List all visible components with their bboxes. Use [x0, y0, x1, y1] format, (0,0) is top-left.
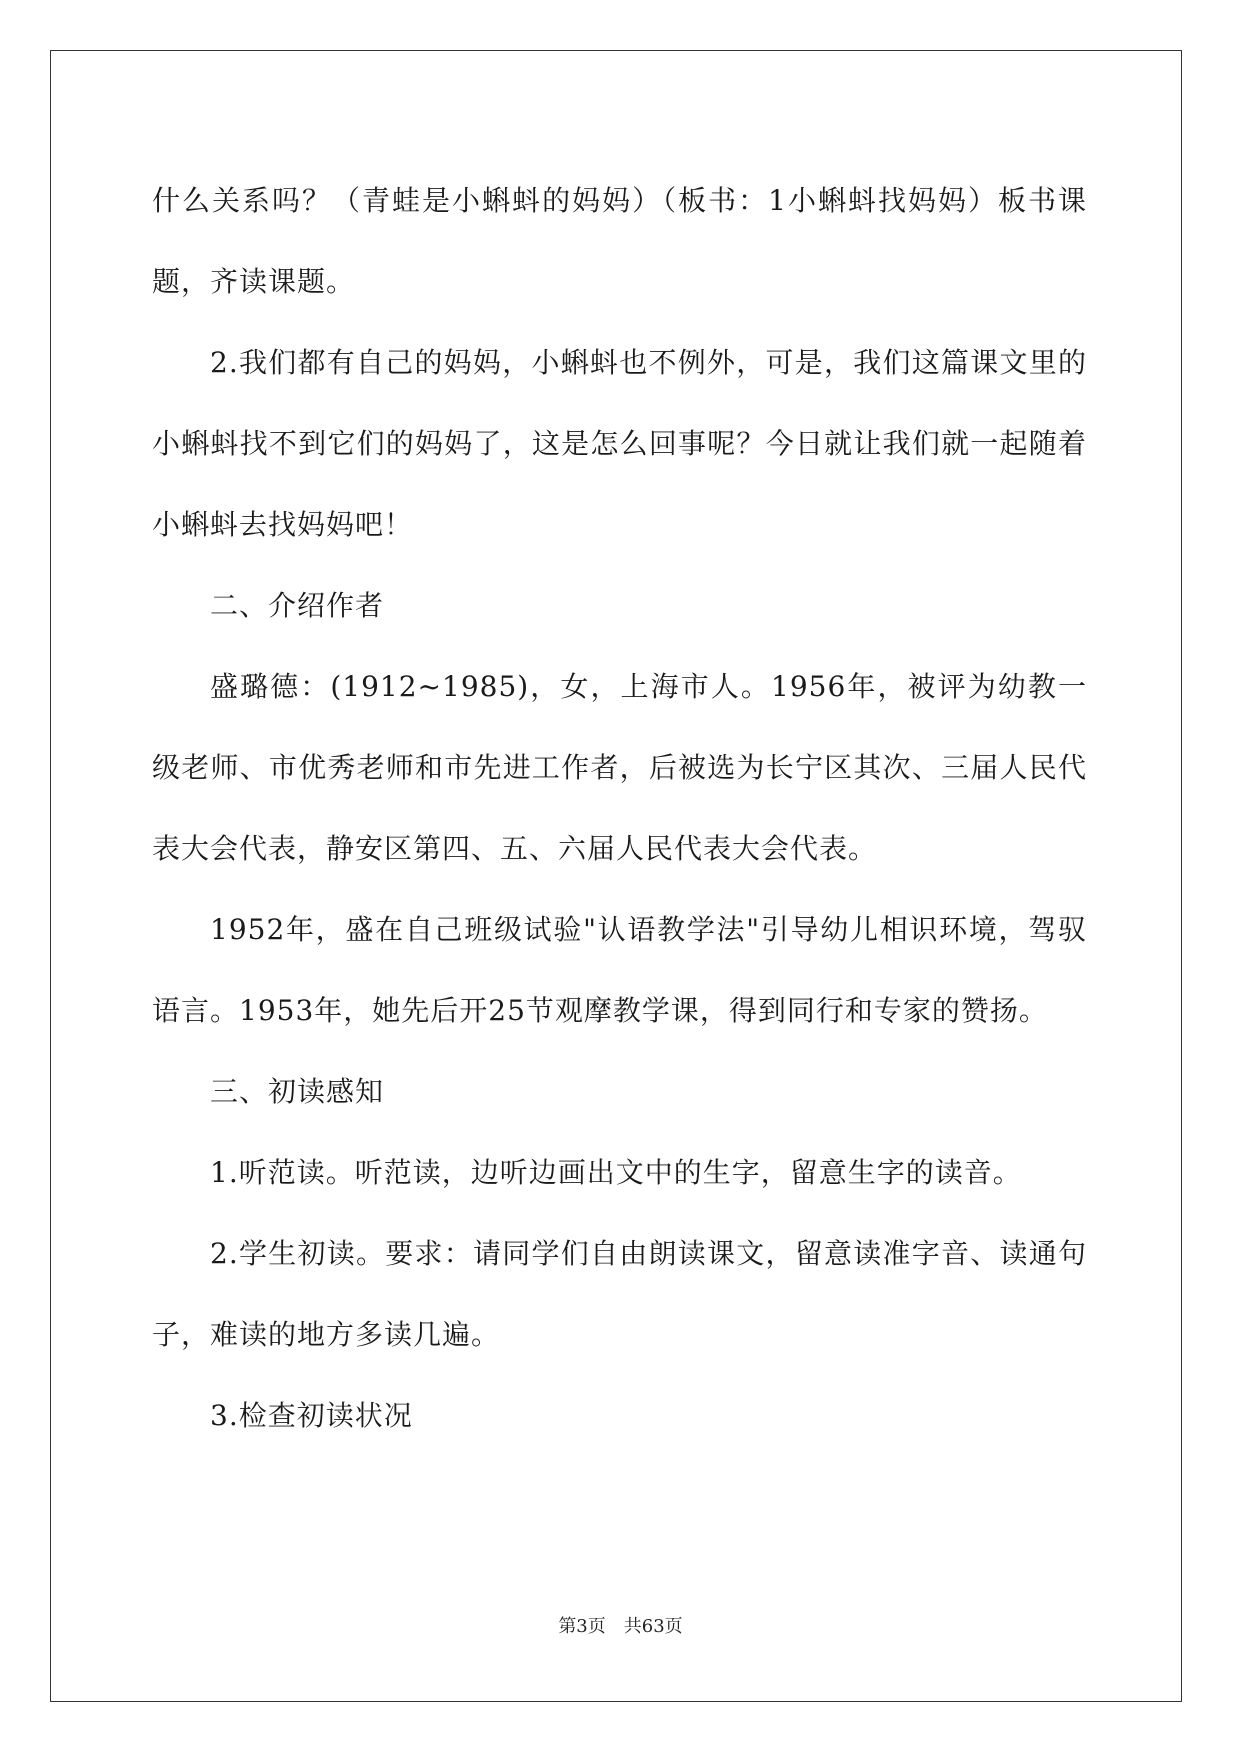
page-footer [0, 1612, 1241, 1638]
document-body [152, 160, 1087, 1456]
paragraph: 盛璐德：(1912~1985)，女，上海市人。1956年，被评为幼教一级老师、市优秀老师和市先进工作者，后被选为长宁区其次、三届人民代表大会代表，静安区第四、五、六届人民代表大会代表。 [152, 670, 1087, 865]
paragraph: 什么关系吗？（青蛙是小蝌蚪的妈妈）（板书：1小蝌蚪找妈妈）板书课题，齐读课题。 [152, 184, 1087, 298]
section-heading: 二、介绍作者 [210, 589, 385, 622]
list-item: 3.检查初读状况 [210, 1399, 413, 1432]
page-number: 第3页 [558, 1616, 606, 1637]
paragraph: 2.我们都有自己的妈妈，小蝌蚪也不例外，可是，我们这篇课文里的小蝌蚪找不到它们的妈妈了，这是怎么回事呢？今日就让我们就一起随着小蝌蚪去找妈妈吧！ [152, 346, 1087, 541]
section-heading: 三、初读感知 [210, 1075, 385, 1108]
page-total: 共63页 [623, 1616, 683, 1637]
list-item: 1.听范读。听范读，边听边画出文中的生字，留意生字的读音。 [210, 1156, 1022, 1189]
paragraph: 1952年，盛在自己班级试验"认语教学法"引导幼儿相识环境，驾驭语言。1953年，她先后开25节观摩教学课，得到同行和专家的赞扬。 [152, 913, 1087, 1027]
list-item: 2.学生初读。要求：请同学们自由朗读课文，留意读准字音、读通句子，难读的地方多读几遍。 [152, 1237, 1087, 1351]
